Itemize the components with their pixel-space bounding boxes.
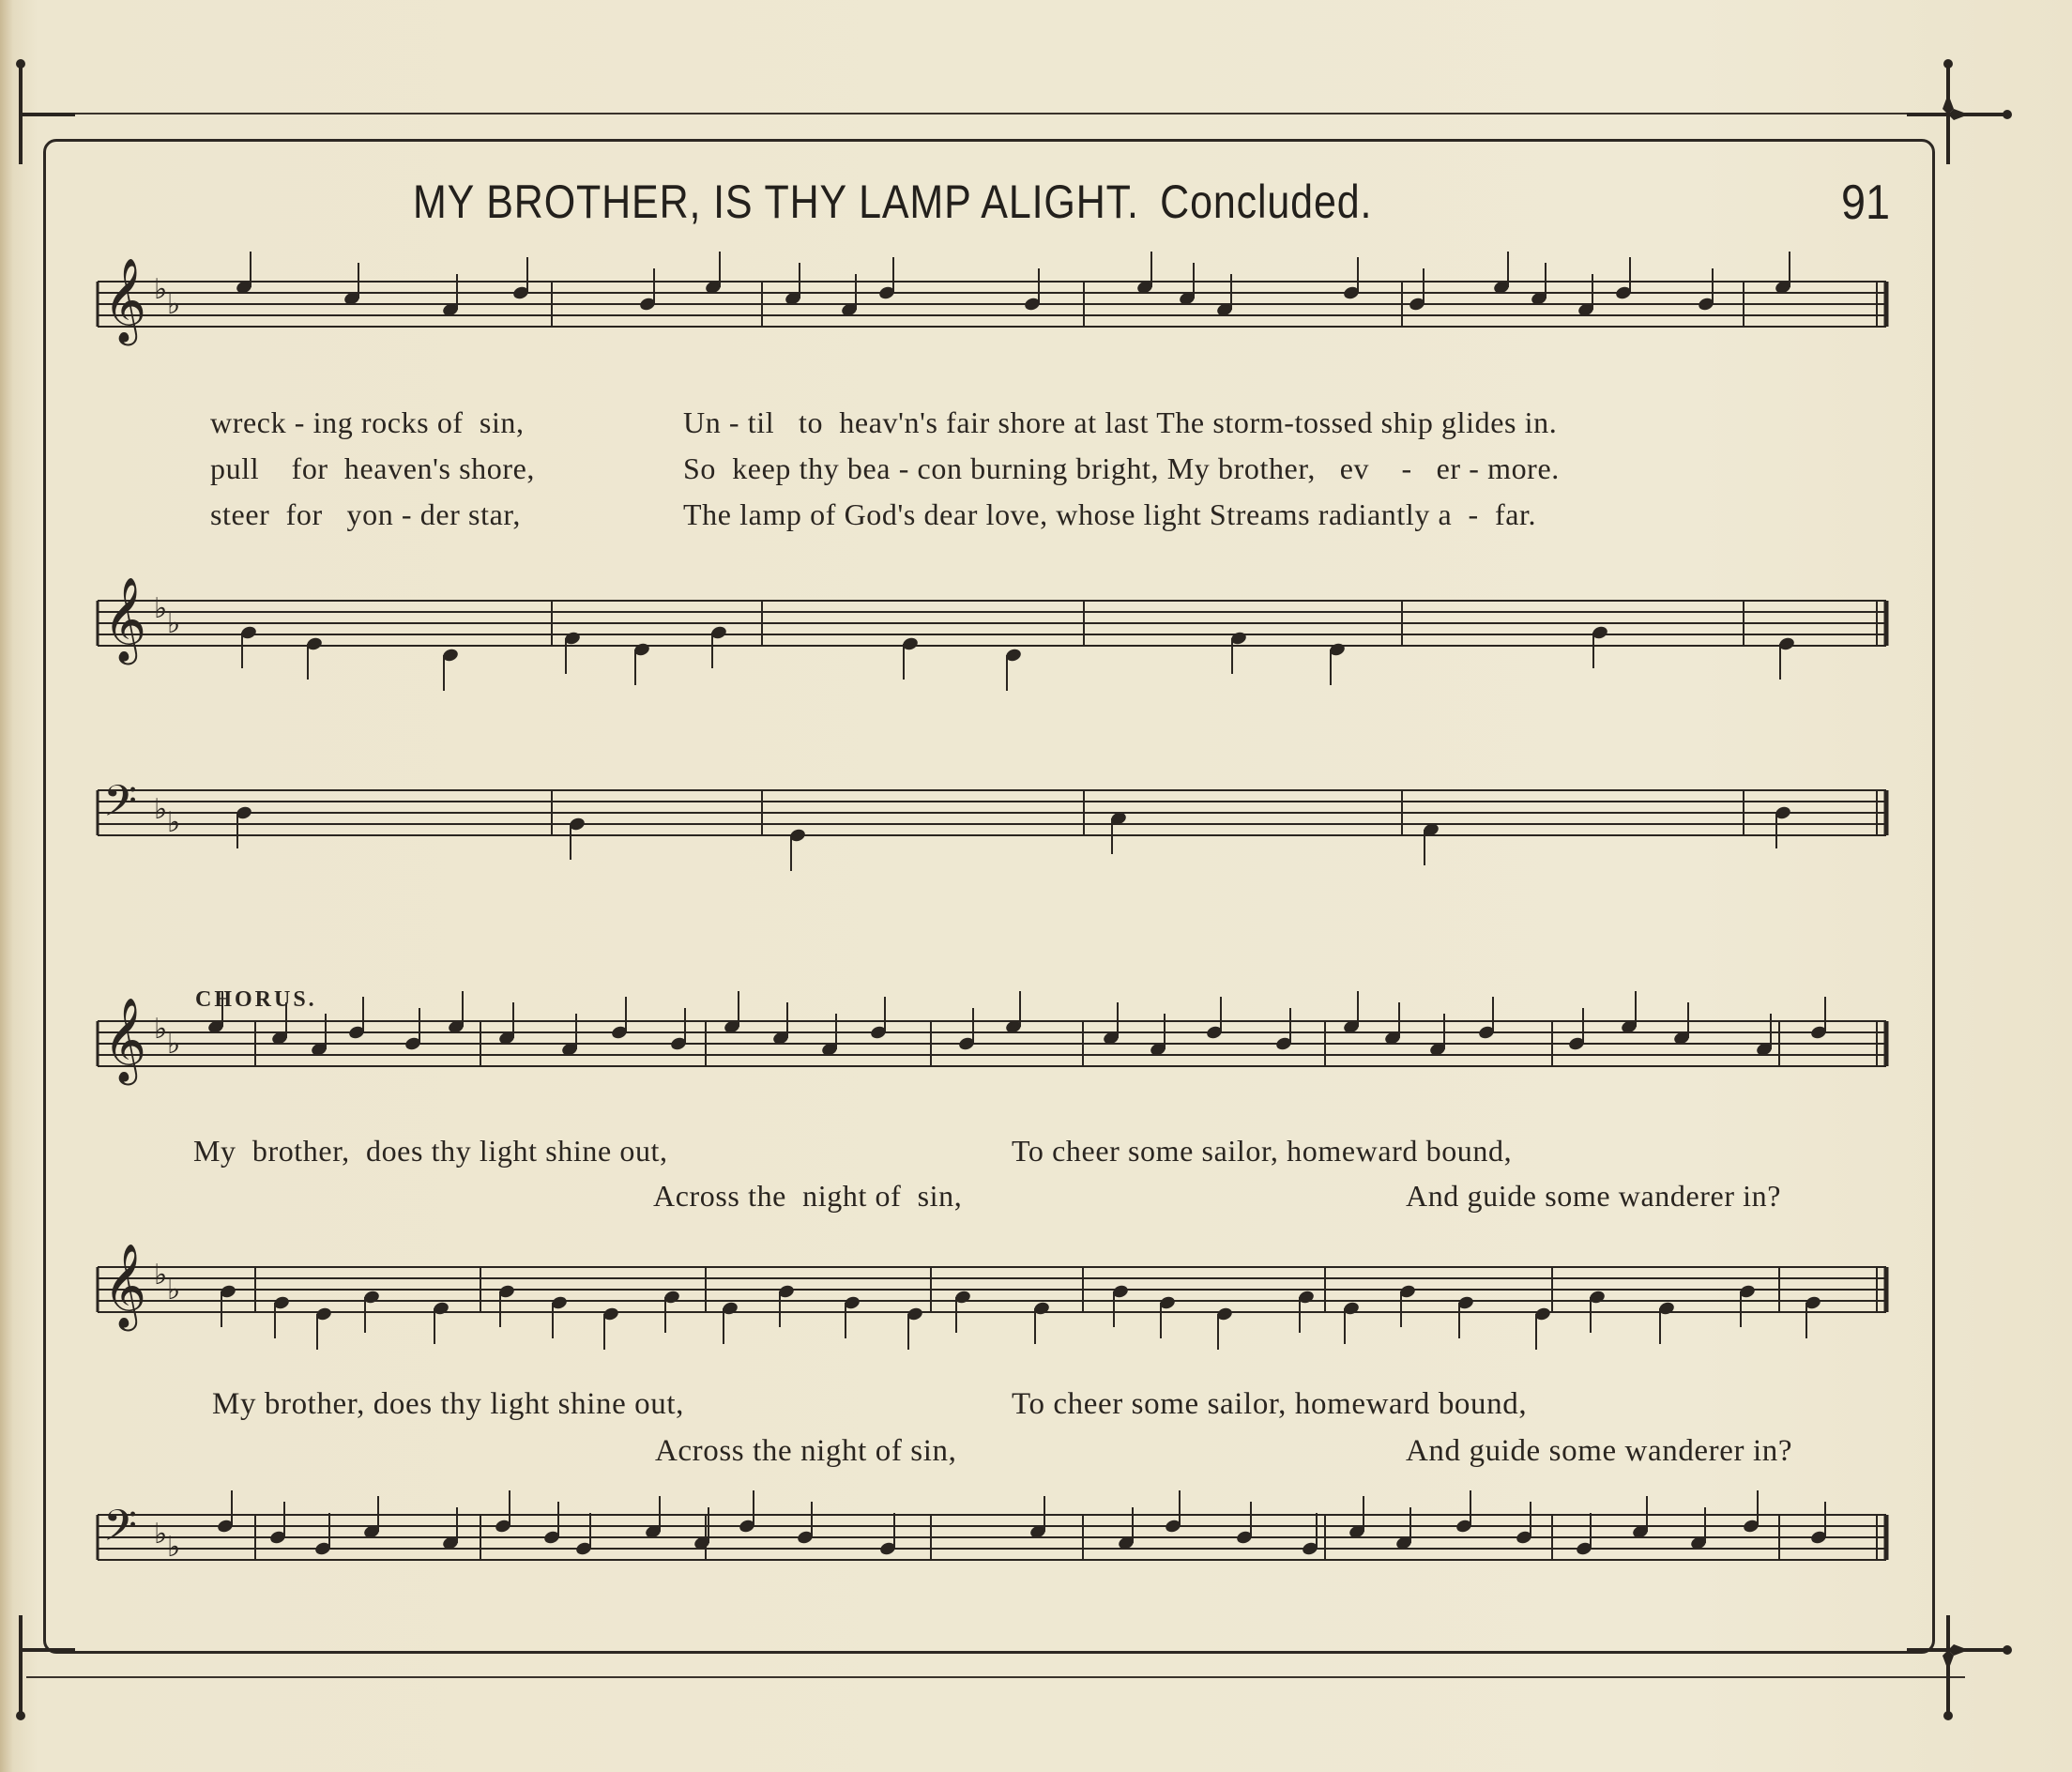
chorus-bottom-line-2: To cheer some sailor, homeward bound,	[1012, 1387, 1528, 1421]
verse-bass-staff-clef: 𝄢	[103, 776, 138, 837]
verse-melody-staff-clef: 𝄞	[103, 258, 147, 343]
verse-line-2-part-b: So keep thy bea - con burning bright, My brother, ev - er - more.	[683, 451, 1560, 485]
song-subtitle: Concluded.	[1160, 176, 1373, 228]
verse-line-3-part-b: The lamp of God's dear love, whose light Streams radiantly a - far.	[683, 497, 1537, 531]
chorus-bass-staff-key-flat: ♭	[167, 1531, 181, 1564]
verse-line-1-part-b: Un - til to heav'n's fair shore at last The storm-tossed ship glides in.	[683, 405, 1558, 439]
chorus-label: CHORUS.	[195, 987, 317, 1012]
verse-bass-staff-key-flat: ♭	[167, 806, 181, 839]
chorus-top-line-2: To cheer some sailor, homeward bound,	[1012, 1134, 1513, 1168]
verse-alto-staff-clef: 𝄞	[103, 577, 147, 662]
chorus-bass-staff-key-flat: ♭	[154, 1518, 168, 1550]
verse-melody-staff-key-flat: ♭	[167, 288, 181, 321]
verse-alto-staff-key-flat: ♭	[167, 607, 181, 640]
chorus-upper-staff-clef: 𝄞	[103, 998, 147, 1082]
chorus-upper-staff-key-flat: ♭	[154, 1013, 168, 1046]
chorus-top-line-1: My brother, does thy light shine out,	[193, 1134, 668, 1168]
verse-alto-staff-key-flat: ♭	[154, 592, 168, 625]
chorus-bottom-line-3: Across the night of sin,	[655, 1434, 957, 1468]
chorus-bottom-line-4: And guide some wanderer in?	[1406, 1434, 1793, 1468]
verse-line-1-part-a: wreck - ing rocks of sin,	[210, 405, 525, 439]
verse-line-2-part-a: pull for heaven's shore,	[210, 451, 536, 485]
chorus-middle-staff-key-flat: ♭	[154, 1259, 168, 1291]
verse-line-3-part-a: steer for yon - der star,	[210, 497, 521, 531]
chorus-upper-staff-key-flat: ♭	[167, 1028, 181, 1061]
chorus-bottom-line-1: My brother, does thy light shine out,	[212, 1387, 685, 1421]
chorus-top-line-3: Across the night of sin,	[653, 1179, 963, 1213]
song-title: MY BROTHER, IS THY LAMP ALIGHT.	[413, 176, 1139, 228]
chorus-top-line-4: And guide some wanderer in?	[1406, 1179, 1782, 1213]
verse-bass-staff-key-flat: ♭	[154, 793, 168, 826]
chorus-bass-staff-clef: 𝄢	[103, 1501, 138, 1562]
chorus-middle-staff-clef: 𝄞	[103, 1244, 147, 1328]
verse-melody-staff-key-flat: ♭	[154, 273, 168, 306]
chorus-middle-staff-key-flat: ♭	[167, 1274, 181, 1306]
page-number: 91	[1841, 176, 1891, 230]
